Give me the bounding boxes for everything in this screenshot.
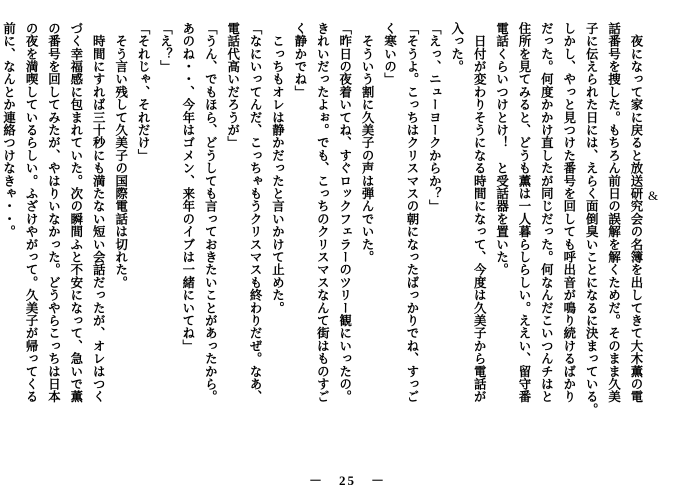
text-line: 「うん、でもほら、どうしても言っておきたいことがあったから。: [203, 22, 219, 403]
text-line: そういう割に久美子の声は弾んでいた。: [360, 22, 376, 264]
text-line: こっちもオレは静かだったと言いかけて止めた。: [270, 22, 286, 315]
margin-ampersand-mark: &: [648, 188, 659, 203]
text-line: 「昨日の夜着いてね、すぐロックフェラーのツリー観にいったの。: [337, 22, 353, 403]
text-line: 電話くらいつけとけ！ と受話器を置いた。: [494, 22, 510, 276]
text-line: 「なにいってんだ、こっちゃもうクリスマスも終わりだぜ。なあ、: [248, 22, 264, 403]
text-line: く寒いの」: [382, 22, 398, 86]
text-line: 電話代高いだろうが」: [225, 22, 241, 149]
text-line: 住所を見てみると、どうも薫は一人暮らしらしい。ええい、留守番: [516, 22, 532, 403]
text-line: 日付が変わりそうになる時間になって、今度は久美子から電話が: [472, 22, 488, 403]
text-line: 時間にすれば三十秒にも満たない短い会話だったが、オレはつく: [91, 22, 107, 403]
text-line: だった。何度かかけ直したが同じだった。何なんだこいつんチはと: [539, 22, 555, 403]
text-line: しかし、やっと見つけた番号を回しても呼出音が鳴り続けるばかり: [561, 22, 577, 403]
text-line: く静かでね」: [292, 22, 308, 99]
text-line: 夜になって家に戻ると放送研究会の名簿を出してきて大木薫の電: [629, 22, 644, 403]
text-line: きれいだったよぉ。でも、こっちのクリスマスなんて街はものすご: [315, 22, 331, 403]
text-line: づく幸福感に包まれていた。次の瞬間ふと不安になって、急いで薫: [68, 22, 84, 403]
text-line: 子に伝えられた日には、えらく面倒臭いことになるに決まっている。: [584, 22, 600, 416]
text-line: あのね・・、今年はゴメン、来年のイブは一緒にいてね」: [180, 22, 196, 353]
text-line: の番号を回してみたが、やはりいなかった。どうやらこっちは日本: [46, 22, 62, 403]
page-number: － 25 －: [308, 473, 386, 488]
text-line: の夜を満喫しているらしい。ふざけやがって。久美子が帰ってくる: [24, 22, 40, 403]
vertical-body-text: [0, 22, 647, 452]
text-line: 入った。: [449, 22, 465, 73]
text-line: 「それじゃ、それだけ」: [136, 22, 152, 162]
text-line: そう言い残して久美子の国際電話は切れた。: [113, 22, 129, 289]
text-line: 話番号を捜した。もちろん前日の誤解を解くためだ。そのまま久美: [606, 22, 622, 403]
text-line: 「そうよ。こっちはクリスマスの朝になったばっかりでね、すっご: [404, 22, 420, 403]
text-line: 「えっ、ニューヨークからか？」: [427, 22, 443, 213]
text-line: 「え？」: [158, 22, 174, 73]
text-line: 前に、なんとか連絡つけなきゃ・・。: [1, 22, 17, 238]
